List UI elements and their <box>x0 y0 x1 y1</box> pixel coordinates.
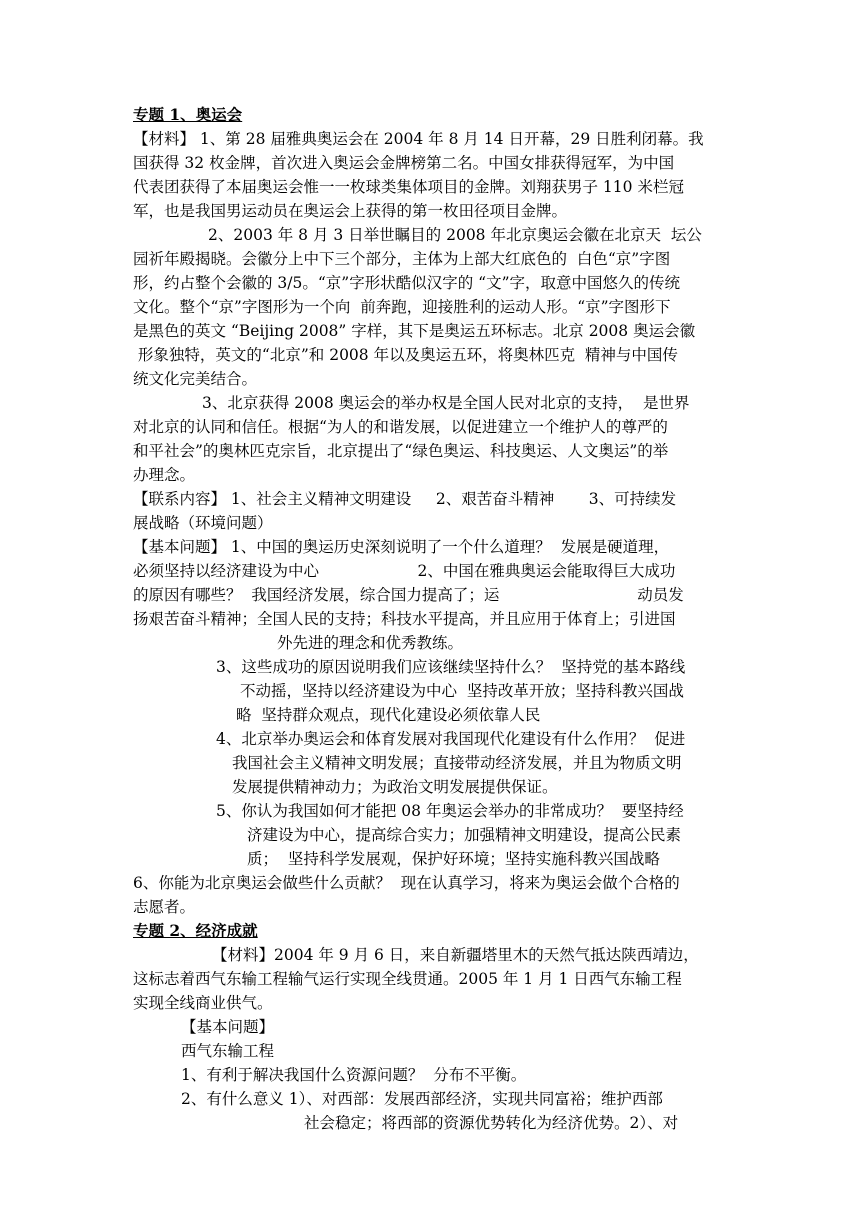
paragraph-line: 展战略（环境问题） <box>133 514 273 532</box>
paragraph-line: 1、有利于解决我国什么资源问题？ 分布不平衡。 <box>181 1066 527 1084</box>
paragraph-line: 这标志着西气东输工程输气运行实现全线贯通。2005 年 1 月 1 日西气东输工程 <box>133 970 682 988</box>
paragraph-line: 代表团获得了本届奥运会惟一一枚球类集体项目的金牌。刘翔获男子 110 米栏冠 <box>133 178 684 196</box>
paragraph-line: 济建设为中心，提高综合实力；加强精神文明建设，提高公民素 <box>247 826 682 844</box>
paragraph-line: 的原因有哪些？ 我国经济发展，综合国力提高了；运 动员发 <box>133 586 684 604</box>
paragraph-line: 发展提供精神动力；为政治文明发展提供保证。 <box>232 778 558 796</box>
paragraph-line: 【基本问题】 1、中国的奥运历史深刻说明了一个什么道理？ 发展是硬道理， <box>133 538 670 556</box>
paragraph-line: 对北京的认同和信任。根据“为人的和谐发展，以促进建立一个维护人的尊严的 <box>133 418 668 436</box>
paragraph-line: 3、北京获得 2008 奥运会的举办权是全国人民对北京的支持， 是世界 <box>202 394 690 412</box>
paragraph-line: 外先进的理念和优秀教练。 <box>277 634 464 652</box>
paragraph-line: 质； 坚持科学发展观，保护好环境；坚持实施科教兴国战略 <box>247 850 660 868</box>
paragraph-line: 志愿者。 <box>133 898 196 916</box>
paragraph-line: 军，也是我国男运动员在奥运会上获得的第一枚田径项目金牌。 <box>133 202 568 220</box>
topic1-heading: 专题 1、奥运会 <box>133 105 243 124</box>
topic2-heading: 专题 2、经济成就 <box>133 921 258 940</box>
paragraph-line: 略 坚持群众观点，现代化建设必须依靠人民 <box>236 706 541 724</box>
paragraph-line: 3、这些成功的原因说明我们应该继续坚持什么？ 坚持党的基本路线 <box>216 658 686 676</box>
paragraph-line: 5、你认为我国如何才能把 08 年奥运会举办的非常成功？ 要坚持经 <box>216 802 684 820</box>
paragraph-line: 必须坚持以经济建设为中心 2、中国在雅典奥运会能取得巨大成功 <box>133 562 676 580</box>
basic-questions-label: 【基本问题】 <box>181 1018 275 1036</box>
paragraph-line: 形象独特，英文的“北京”和 2008 年以及奥运五环，将奥林匹克 精神与中国传 <box>133 346 678 364</box>
paragraph-line: 扬艰苦奋斗精神；全国人民的支持；科技水平提高，并且应用于体育上；引进国 <box>133 610 676 628</box>
paragraph-line: 6、你能为北京奥运会做些什么贡献？ 现在认真学习，将来为奥运会做个合格的 <box>133 874 680 892</box>
paragraph-line: 实现全线商业供气。 <box>133 994 273 1012</box>
paragraph-line: 办理念。 <box>133 466 196 484</box>
paragraph-line: 【材料】 1、第 28 届雅典奥运会在 2004 年 8 月 14 日开幕，29 日胜利闭幕。我 <box>133 130 704 148</box>
project-name: 西气东输工程 <box>181 1042 275 1060</box>
paragraph-line: 是黑色的英文 “Beijing 2008” 字样，其下是奥运五环标志。北京 2008 奥运会徽 <box>133 322 696 340</box>
paragraph-line: 我国社会主义精神文明发展；直接带动经济发展，并且为物质文明 <box>232 754 682 772</box>
paragraph-line: 文化。整个“京”字图形为一个向 前奔跑，迎接胜利的运动人形。“京”字图形下 <box>133 298 671 316</box>
paragraph-line: 4、北京举办奥运会和体育发展对我国现代化建设有什么作用？ 促进 <box>216 730 686 748</box>
paragraph-line: 不动摇，坚持以经济建设为中心 坚持改革开放；坚持科教兴国战 <box>240 682 684 700</box>
paragraph-line: 【联系内容】 1、社会主义精神文明建设 2、艰苦奋斗精神 3、可持续发 <box>133 490 677 508</box>
paragraph-line: 社会稳定；将西部的资源优势转化为经济优势。2）、对 <box>304 1114 679 1132</box>
paragraph-line: 园祈年殿揭晓。会徽分上中下三个部分，主体为上部大红底色的 白色“京”字图 <box>133 250 671 268</box>
paragraph-line: 和平社会”的奥林匹克宗旨，北京提出了“绿色奥运、科技奥运、人文奥运”的举 <box>133 442 669 460</box>
paragraph-line: 国获得 32 枚金牌，首次进入奥运会金牌榜第二名。中国女排获得冠军，为中国 <box>133 154 675 172</box>
paragraph-line: 2、有什么意义 1）、对西部：发展西部经济，实现共同富裕；维护西部 <box>181 1090 663 1108</box>
paragraph-line: 【材料】2004 年 9 月 6 日，来自新疆塔里木的天然气抵达陕西靖边， <box>212 946 699 964</box>
paragraph-line: 2、2003 年 8 月 3 日举世瞩目的 2008 年北京奥运会徽在北京天 坛公 <box>208 226 702 244</box>
paragraph-line: 统文化完美结合。 <box>133 370 258 388</box>
paragraph-line: 形，约占整个会徽的 3/5。“京”字形状酷似汉字的 “文”字，取意中国悠久的传统 <box>133 274 680 292</box>
